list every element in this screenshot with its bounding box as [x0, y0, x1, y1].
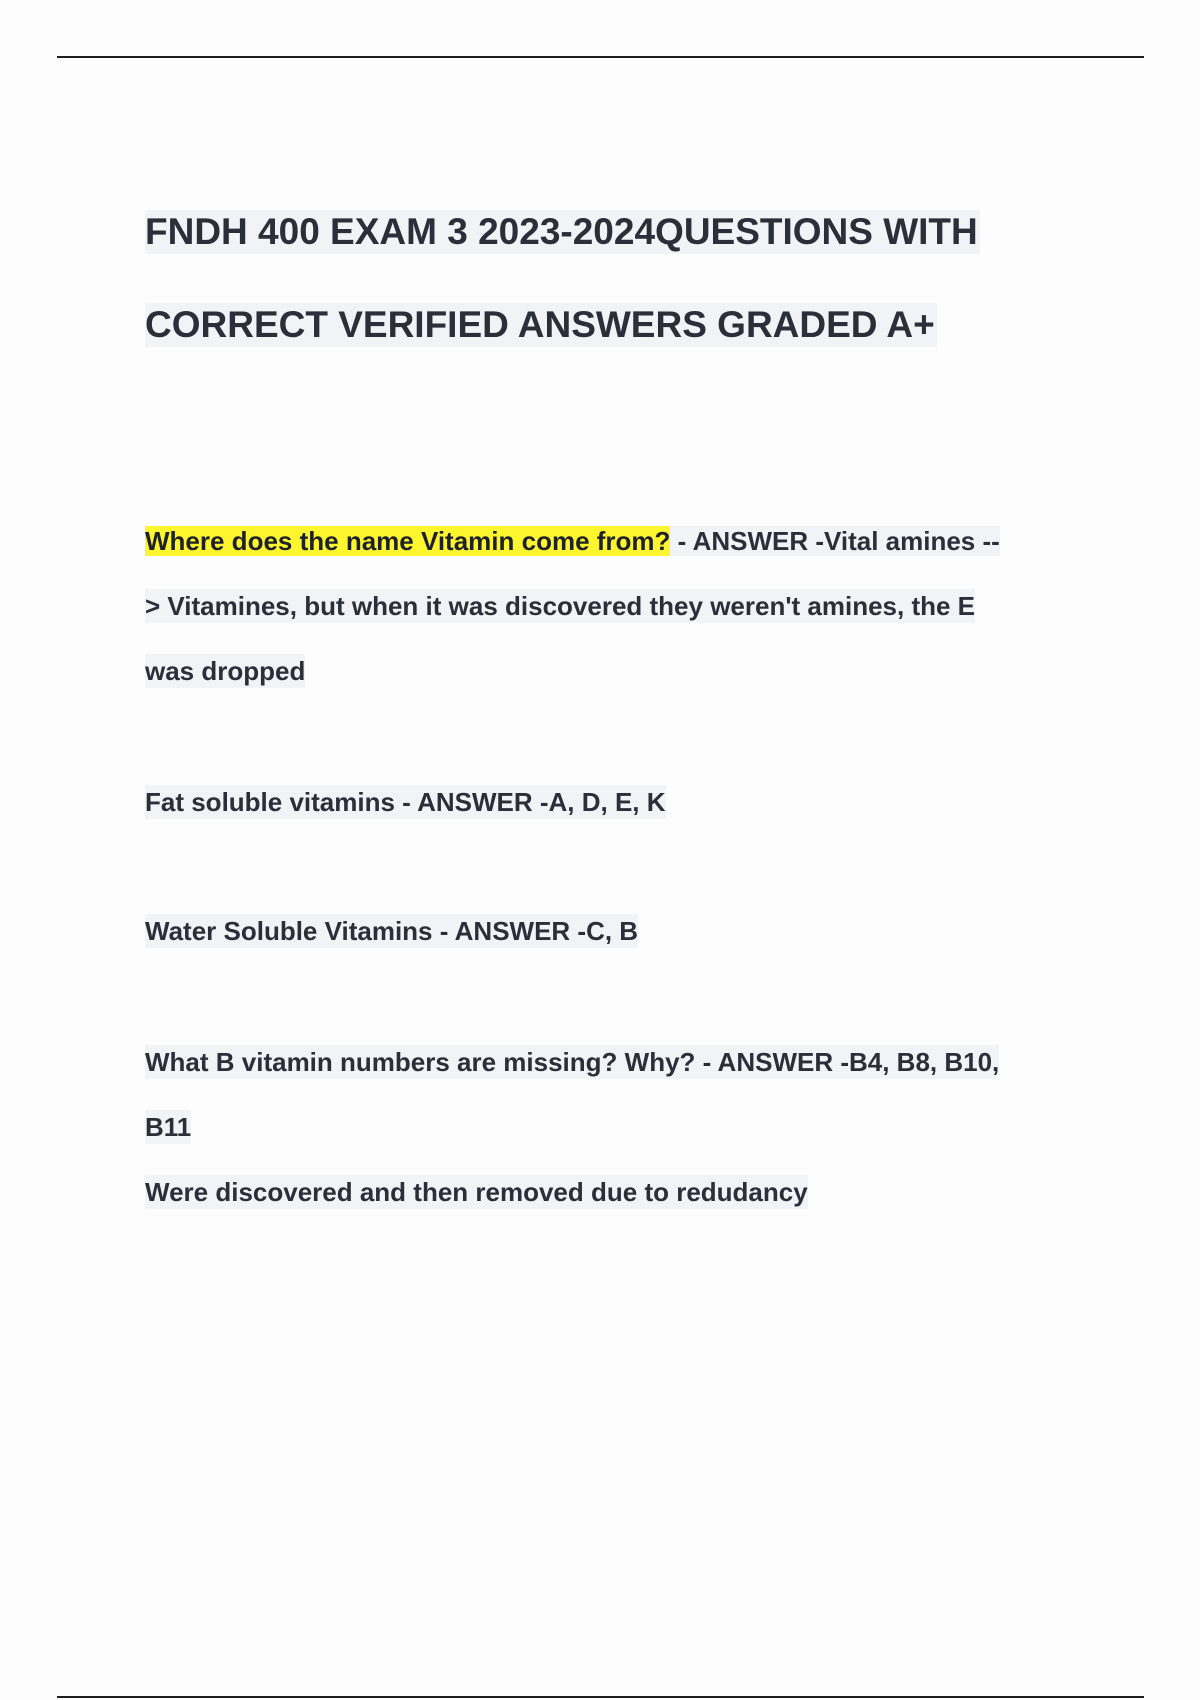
document-title-line-1: FNDH 400 EXAM 3 2023-2024QUESTIONS WITH — [145, 211, 978, 252]
qa-1-answer-start: - ANSWER -Vital amines -- — [670, 526, 1000, 556]
qa-4-line-3: Were discovered and then removed due to redudancy — [145, 1177, 808, 1207]
document-title-line-2: CORRECT VERIFIED ANSWERS GRADED A+ — [145, 304, 935, 345]
bottom-rule — [57, 1696, 1144, 1698]
qa-2-line: Fat soluble vitamins - ANSWER -A, D, E, K — [145, 787, 666, 817]
qa-1-line-2: > Vitamines, but when it was discovered they weren't amines, the E — [145, 591, 976, 621]
qa-1-question-highlighted: Where does the name Vitamin come from? — [145, 526, 671, 556]
qa-1-line-1 — [145, 524, 1000, 558]
qa-1-line-3: was dropped — [145, 656, 306, 686]
qa-4-line-1: What B vitamin numbers are missing? Why? - ANSWER -B4, B8, B10, — [145, 1047, 1000, 1077]
top-rule — [57, 56, 1144, 58]
qa-4-line-2: B11 — [145, 1112, 192, 1142]
qa-3-line: Water Soluble Vitamins - ANSWER -C, B — [145, 916, 639, 946]
